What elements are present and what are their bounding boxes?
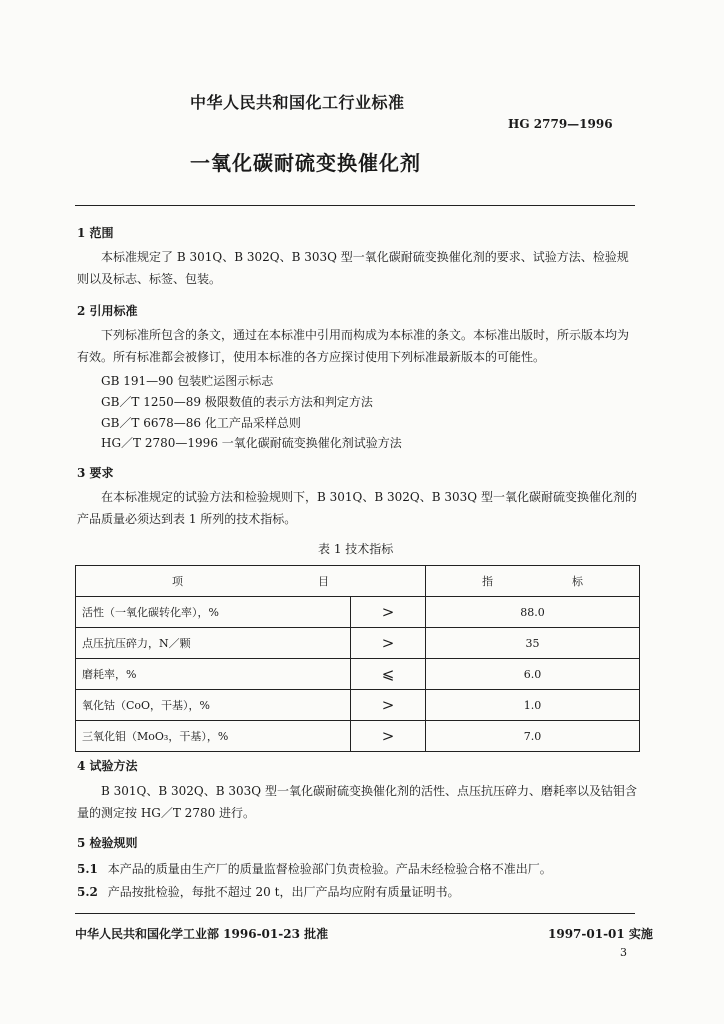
table-header-value [426, 566, 640, 597]
table-header-item [76, 566, 426, 597]
page-number: 3 [620, 946, 627, 959]
section-3-heading: 3 要求 [77, 466, 114, 480]
document-title: 一氧化碳耐硫变换催化剂 [190, 151, 421, 175]
spec-item: 氧化钴（CoO，干基），% [76, 690, 351, 721]
spec-operator: > [351, 597, 426, 628]
header-item-char: 项 [172, 575, 183, 588]
section-2-heading: 2 引用标准 [77, 304, 138, 318]
table-row [76, 659, 640, 690]
table-row [76, 721, 640, 752]
section-1-heading: 1 范围 [77, 226, 114, 240]
header-item-char: 目 [318, 575, 329, 588]
clause-number: 5.2 [77, 885, 98, 899]
table-row [76, 597, 640, 628]
effective-date: 1997-01-01 实施 [548, 927, 653, 941]
clause-text: 产品按批检验，每批不超过 20 t，出厂产品均应附有质量证明书。 [107, 885, 460, 899]
spec-operator: > [351, 690, 426, 721]
spec-operator: > [351, 628, 426, 659]
section-4-heading: 4 试验方法 [77, 759, 138, 773]
header-divider [75, 205, 635, 206]
header-organization: 中华人民共和国化工行业标准 [190, 93, 405, 112]
spec-value: 7.0 [426, 721, 640, 752]
spec-value: 6.0 [426, 659, 640, 690]
spec-item: 磨耗率，% [76, 659, 351, 690]
header-value-char: 标 [572, 575, 583, 588]
spec-item: 点压抗压碎力，N／颗 [76, 628, 351, 659]
table-row [76, 690, 640, 721]
clause-5-2 [77, 883, 459, 900]
reference-standard: HG／T 2780—1996 一氧化碳耐硫变换催化剂试验方法 [101, 436, 402, 450]
header-value-char: 指 [482, 575, 493, 588]
spec-item: 三氧化钼（MoO₃，干基），% [76, 721, 351, 752]
clause-number: 5.1 [77, 862, 98, 876]
footer-divider [75, 913, 635, 914]
spec-value: 88.0 [426, 597, 640, 628]
standard-code: HG 2779—1996 [508, 117, 613, 131]
spec-item: 活性（一氧化碳转化率），% [76, 597, 351, 628]
section-2-body: 下列标准所包含的条文，通过在本标准中引用而构成为本标准的条文。本标准出版时，所示版本均为有效。所有标准都会被修订，使用本标准的各方应探讨使用下列标准最新版本的可能性。 [77, 328, 630, 364]
technical-spec-table [75, 565, 640, 752]
clause-5-1 [77, 860, 552, 877]
clause-text: 本产品的质量由生产厂的质量监督检验部门负责检验。产品未经检验合格不准出厂。 [107, 862, 552, 876]
reference-standard: GB 191—90 包装贮运图示标志 [101, 374, 274, 388]
table-row [76, 628, 640, 659]
section-4-body: B 301Q、B 302Q、B 303Q 型一氧化碳耐硫变换催化剂的活性、点压抗压碎力、磨耗率以及钴钼含量的测定按 HG／T 2780 进行。 [77, 784, 637, 820]
table-header-row [76, 566, 640, 597]
section-1-body: 本标准规定了 B 301Q、B 302Q、B 303Q 型一氧化碳耐硫变换催化剂的要求、试验方法、检验规则以及标志、标签、包装。 [77, 250, 629, 286]
section-3-body: 在本标准规定的试验方法和检验规则下，B 301Q、B 302Q、B 303Q 型一氧化碳耐硫变换催化剂的产品质量必须达到表 1 所列的技术指标。 [77, 490, 637, 526]
approval-note: 中华人民共和国化学工业部 1996-01-23 批准 [75, 927, 329, 941]
spec-value: 1.0 [426, 690, 640, 721]
spec-operator: > [351, 721, 426, 752]
reference-standard: GB／T 1250—89 极限数值的表示方法和判定方法 [101, 395, 373, 409]
section-5-heading: 5 检验规则 [77, 836, 138, 850]
spec-operator: ⩽ [351, 659, 426, 690]
spec-value: 35 [426, 628, 640, 659]
reference-standard: GB／T 6678—86 化工产品采样总则 [101, 416, 301, 430]
table-caption: 表 1 技术指标 [318, 542, 394, 556]
